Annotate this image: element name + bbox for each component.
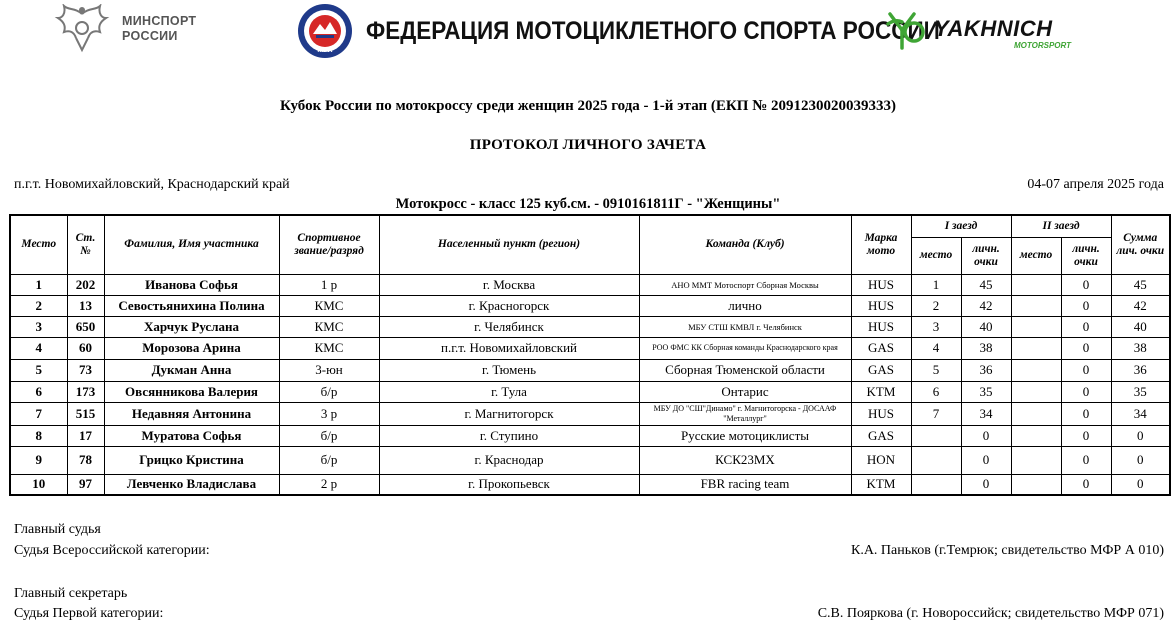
cell-r1-points: 0 [961, 425, 1011, 446]
cell-r1-place: 2 [911, 295, 961, 316]
cell-city: г. Ступино [379, 425, 639, 446]
cell-rank: б/р [279, 381, 379, 402]
cell-r2-points: 0 [1061, 474, 1111, 495]
mfr-badge-text: MFR [317, 47, 333, 54]
cell-no: 202 [67, 274, 104, 295]
cell-r1-place: 5 [911, 359, 961, 381]
cell-city: г. Краснодар [379, 446, 639, 474]
cell-r1-place: 4 [911, 337, 961, 359]
cell-rank: КМС [279, 337, 379, 359]
cell-r1-place: 7 [911, 402, 961, 425]
cell-r2-points: 0 [1061, 337, 1111, 359]
cell-name: Овсянникова Валерия [104, 381, 279, 402]
cell-r1-points: 40 [961, 316, 1011, 337]
cell-sum: 0 [1111, 425, 1170, 446]
cell-city: г. Красногорск [379, 295, 639, 316]
double-eagle-icon [54, 4, 110, 54]
cell-no: 17 [67, 425, 104, 446]
cell-name: Муратова Софья [104, 425, 279, 446]
header-sum: Сумма лич. очки [1111, 215, 1170, 274]
cell-team: КСК23МХ [639, 446, 851, 474]
cell-r1-points: 0 [961, 474, 1011, 495]
cell-name: Севостьянихина Полина [104, 295, 279, 316]
cell-place: 8 [10, 425, 67, 446]
cell-r1-points: 35 [961, 381, 1011, 402]
yakhnich-logo [884, 8, 1084, 56]
cell-team: Онтарис [639, 381, 851, 402]
cell-place: 7 [10, 402, 67, 425]
cell-bike: HUS [851, 402, 911, 425]
cell-r1-place [911, 446, 961, 474]
cell-r1-points: 36 [961, 359, 1011, 381]
cell-r2-points: 0 [1061, 381, 1111, 402]
cell-place: 4 [10, 337, 67, 359]
cell-bike: HUS [851, 274, 911, 295]
cell-place: 5 [10, 359, 67, 381]
cell-rank: б/р [279, 425, 379, 446]
secretary-name: С.В. Пояркова (г. Новороссийск; свидетельство МФР 071) [817, 606, 1164, 621]
cell-r2-points: 0 [1061, 316, 1111, 337]
minsport-line2: РОССИИ [122, 29, 178, 43]
cell-city: г. Тюмень [379, 359, 639, 381]
table-row [10, 402, 1170, 425]
results-table [9, 214, 1171, 496]
cell-place: 9 [10, 446, 67, 474]
header-r1-points: личн. очки [961, 237, 1011, 274]
cell-sum: 0 [1111, 446, 1170, 474]
cell-rank: КМС [279, 295, 379, 316]
header-city: Населенный пункт (регион) [379, 215, 639, 274]
cell-r2-place [1011, 316, 1061, 337]
cell-place: 10 [10, 474, 67, 495]
table-row [10, 359, 1170, 381]
class-line: Мотокросс - класс 125 куб.см. - 0910161811Г - "Женщины" [395, 196, 781, 212]
cell-name: Недавняя Антонина [104, 402, 279, 425]
cell-r2-points: 0 [1061, 402, 1111, 425]
cell-r2-points: 0 [1061, 295, 1111, 316]
mfr-emblem-icon [296, 2, 354, 60]
cell-team: Русские мотоциклисты [639, 425, 851, 446]
header-place: Место [10, 215, 67, 274]
cell-rank: 2 р [279, 474, 379, 495]
cell-bike: KTM [851, 474, 911, 495]
cell-place: 6 [10, 381, 67, 402]
cell-r2-place [1011, 446, 1061, 474]
table-row [10, 337, 1170, 359]
cell-r2-place [1011, 359, 1061, 381]
cell-sum: 34 [1111, 402, 1170, 425]
cell-rank: 3 р [279, 402, 379, 425]
header-bike: Марка мото [851, 215, 911, 274]
cell-no: 73 [67, 359, 104, 381]
cell-name: Левченко Владислава [104, 474, 279, 495]
cell-r1-points: 45 [961, 274, 1011, 295]
cell-place: 2 [10, 295, 67, 316]
cell-city: г. Челябинск [379, 316, 639, 337]
cell-r1-points: 0 [961, 446, 1011, 474]
cell-team: МБУ ДО "СШ"Динамо" г. Магнитогорска - ДОСААФ "Металлург" [639, 402, 851, 425]
yakhnich-word: YAKHNICH [934, 16, 1053, 41]
document-title: Кубок России по мотокроссу среди женщин 2025 года - 1-й этап (ЕКП № 2091230020039333) [279, 98, 897, 114]
cell-no: 173 [67, 381, 104, 402]
cell-r1-place: 6 [911, 381, 961, 402]
cell-name: Харчук Руслана [104, 316, 279, 337]
cell-sum: 40 [1111, 316, 1170, 337]
cell-r1-place: 1 [911, 274, 961, 295]
yakhnich-sub: MOTORSPORT [1014, 41, 1072, 50]
cell-place: 1 [10, 274, 67, 295]
cell-no: 650 [67, 316, 104, 337]
minsport-line1: МИНСПОРТ [122, 14, 197, 28]
cell-bike: HUS [851, 316, 911, 337]
header-race2: II заезд [1011, 215, 1111, 237]
cell-bike: GAS [851, 359, 911, 381]
cell-r2-points: 0 [1061, 425, 1111, 446]
cell-rank: б/р [279, 446, 379, 474]
cell-city: п.г.т. Новомихайловский [379, 337, 639, 359]
header-start-no: Ст. № [67, 215, 104, 274]
cell-sum: 35 [1111, 381, 1170, 402]
header-rank: Спортивное звание/разряд [279, 215, 379, 274]
table-row [10, 425, 1170, 446]
event-place: п.г.т. Новомихайловский, Краснодарский край [14, 177, 290, 192]
header-race1: I заезд [911, 215, 1011, 237]
cell-r2-place [1011, 402, 1061, 425]
cell-name: Дукман Анна [104, 359, 279, 381]
cell-city: г. Прокопьевск [379, 474, 639, 495]
cell-sum: 42 [1111, 295, 1170, 316]
cell-place: 3 [10, 316, 67, 337]
cell-bike: HON [851, 446, 911, 474]
cell-r1-points: 42 [961, 295, 1011, 316]
yakhnich-emblem-icon [884, 8, 930, 54]
cell-r1-place [911, 474, 961, 495]
cell-r2-points: 0 [1061, 359, 1111, 381]
secretary-category: Судья Первой категории: [14, 606, 164, 621]
cell-r1-points: 38 [961, 337, 1011, 359]
cell-r2-place [1011, 425, 1061, 446]
cell-team: РОО ФМС КК Сборная команды Краснодарского края [639, 337, 851, 359]
cell-name: Морозова Арина [104, 337, 279, 359]
cell-bike: GAS [851, 425, 911, 446]
table-row [10, 295, 1170, 316]
judge-role: Главный судья [14, 522, 101, 537]
cell-team: АНО ММТ Мотоспорт Сборная Москвы [639, 274, 851, 295]
cell-r2-place [1011, 274, 1061, 295]
cell-no: 97 [67, 474, 104, 495]
cell-bike: KTM [851, 381, 911, 402]
cell-no: 515 [67, 402, 104, 425]
cell-r2-place [1011, 295, 1061, 316]
cell-team: лично [639, 295, 851, 316]
judge-name: К.А. Паньков (г.Темрюк; свидетельство МФР А 010) [850, 543, 1164, 558]
minsport-text [122, 14, 196, 44]
logo-bar [0, 0, 1176, 62]
header-r1-place: место [911, 237, 961, 274]
cell-team: МБУ СТШ КМВЛ г. Челябинск [639, 316, 851, 337]
cell-sum: 38 [1111, 337, 1170, 359]
cell-rank: 3-юн [279, 359, 379, 381]
cell-bike: HUS [851, 295, 911, 316]
cell-r1-points: 34 [961, 402, 1011, 425]
cell-rank: КМС [279, 316, 379, 337]
federation-title: ФЕДЕРАЦИЯ МОТОЦИКЛЕТНОГО СПОРТА РОССИИ [366, 16, 940, 45]
cell-city: г. Москва [379, 274, 639, 295]
header-name: Фамилия, Имя участника [104, 215, 279, 274]
cell-name: Грицко Кристина [104, 446, 279, 474]
event-date: 04-07 апреля 2025 года [1027, 177, 1164, 192]
cell-r1-place: 3 [911, 316, 961, 337]
header-team: Команда (Клуб) [639, 215, 851, 274]
cell-rank: 1 р [279, 274, 379, 295]
minsport-logo [54, 4, 204, 54]
judge-category: Судья Всероссийской категории: [14, 543, 210, 558]
cell-team: FBR racing team [639, 474, 851, 495]
cell-r2-points: 0 [1061, 446, 1111, 474]
cell-sum: 36 [1111, 359, 1170, 381]
cell-no: 78 [67, 446, 104, 474]
cell-r1-place [911, 425, 961, 446]
cell-r2-place [1011, 474, 1061, 495]
cell-sum: 45 [1111, 274, 1170, 295]
cell-name: Иванова Софья [104, 274, 279, 295]
cell-r2-points: 0 [1061, 274, 1111, 295]
header-r2-place: место [1011, 237, 1061, 274]
cell-no: 60 [67, 337, 104, 359]
table-row [10, 474, 1170, 495]
table-row [10, 381, 1170, 402]
cell-city: г. Тула [379, 381, 639, 402]
cell-r2-place [1011, 381, 1061, 402]
table-row [10, 446, 1170, 474]
cell-city: г. Магнитогорск [379, 402, 639, 425]
cell-no: 13 [67, 295, 104, 316]
secretary-role: Главный секретарь [14, 586, 128, 601]
protocol-title: ПРОТОКОЛ ЛИЧНОГО ЗАЧЕТА [469, 137, 707, 153]
table-row [10, 316, 1170, 337]
cell-team: Сборная Тюменской области [639, 359, 851, 381]
cell-r2-place [1011, 337, 1061, 359]
table-row [10, 274, 1170, 295]
cell-sum: 0 [1111, 474, 1170, 495]
cell-bike: GAS [851, 337, 911, 359]
header-r2-points: личн. очки [1061, 237, 1111, 274]
